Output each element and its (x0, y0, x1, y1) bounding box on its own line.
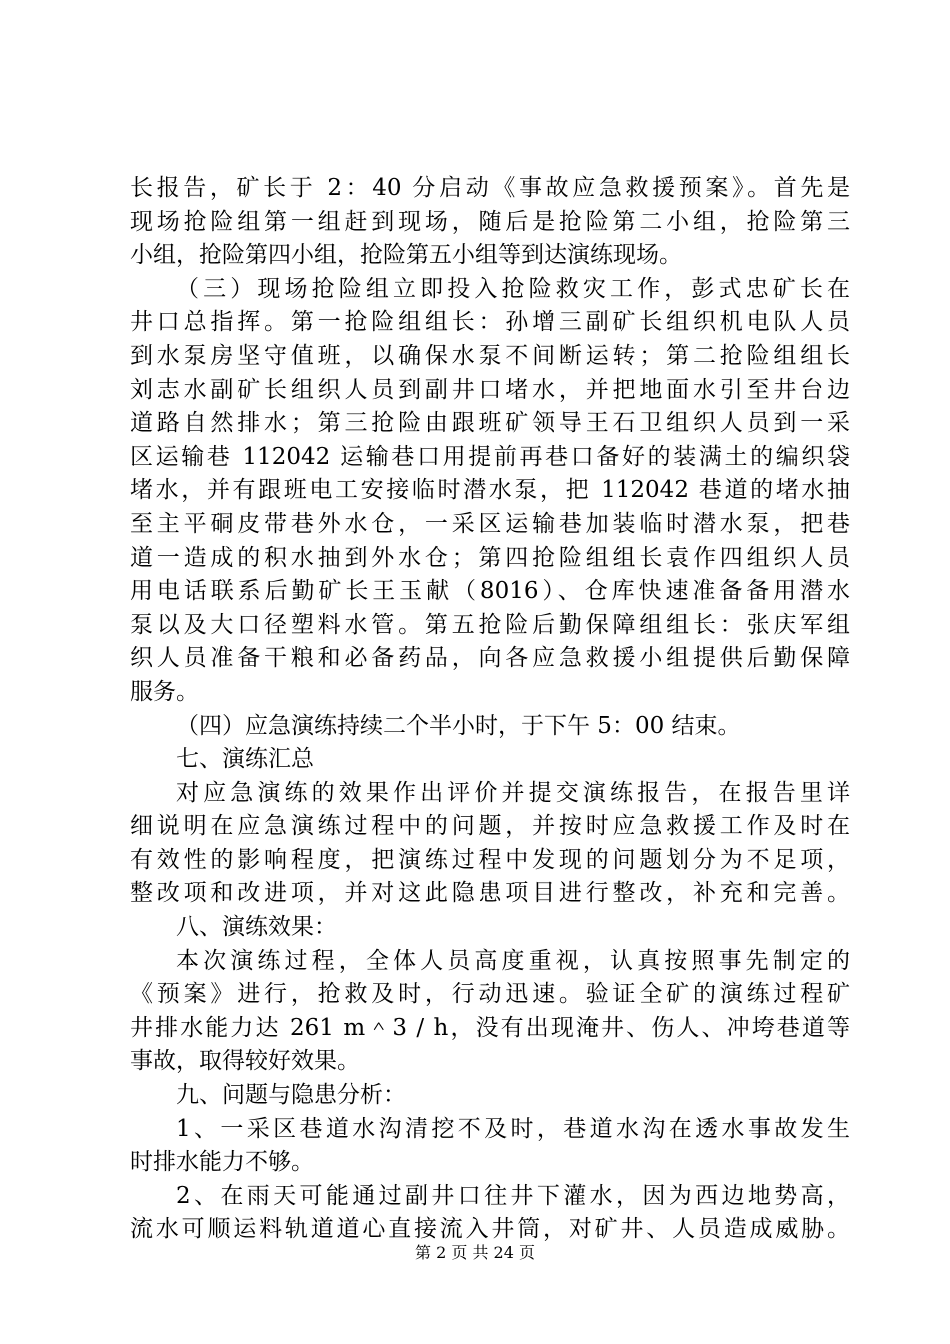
text-line: 长报告，矿长于 2：40 分启动《事故应急救援预案》。首先是 (130, 175, 850, 201)
text-line: 九、问题与隐患分析： (176, 1082, 406, 1109)
text-line: 泵以及大口径塑料水管。第五抢险后勤保障组组长：张庆军组 (130, 611, 850, 638)
text-line: 现场抢险组第一组赶到现场，随后是抢险第二小组，抢险第三 (130, 208, 850, 235)
text-line: 时排水能力不够。 (130, 1149, 314, 1176)
text-line: 道一造成的积水抽到外水仓；第四抢险组组长袁作四组织人员 (130, 544, 850, 571)
text-line: 小组，抢险第四小组，抢险第五小组等到达演练现场。 (130, 242, 682, 269)
text-line: （四）应急演练持续二个半小时，于下午 5：00 结束。 (176, 712, 741, 739)
text-line: 服务。 (130, 678, 199, 705)
text-line: 2、在雨天可能通过副井口往井下灌水，因为西边地势高， (176, 1182, 850, 1209)
text-line: 《预案》进行，抢救及时，行动迅速。验证全矿的演练过程矿 (130, 981, 850, 1008)
text-line: 1、一采区巷道水沟清挖不及时，巷道水沟在透水事故发生 (176, 1115, 850, 1142)
text-line: 井口总指挥。第一抢险组组长：孙增三副矿长组织机电队人员 (130, 309, 850, 336)
text-line: 流水可顺运料轨道道心直接流入井筒，对矿井、人员造成威胁。 (130, 1216, 850, 1243)
text-line: 至主平硐皮带巷外水仓，一采区运输巷加装临时潜水泵，把巷 (130, 510, 850, 537)
text-line: 有效性的影响程度，把演练过程中发现的问题划分为不足项， (130, 846, 850, 873)
text-line: 本次演练过程，全体人员高度重视，认真按照事先制定的 (176, 947, 850, 974)
text-line: 刘志水副矿长组织人员到副井口堵水，并把地面水引至井台边 (130, 376, 850, 403)
text-line: 八、演练效果： (176, 914, 337, 941)
text-line: 道路自然排水；第三抢险由跟班矿领导王石卫组织人员到一采 (130, 410, 850, 437)
text-line: （三）现场抢险组立即投入抢险救灾工作，彭式忠矿长在 (176, 275, 850, 302)
page-footer: 第 2 页 共 24 页 (415, 1243, 535, 1262)
text-line: 区运输巷 112042 运输巷口用提前再巷口备好的装满土的编织袋 (130, 443, 850, 470)
document-body (130, 172, 850, 1247)
text-line: 织人员准备干粮和必备药品，向各应急救援小组提供后勤保障 (130, 645, 850, 672)
text-line: 事故，取得较好效果。 (130, 1048, 360, 1075)
text-line: 七、演练汇总 (176, 746, 314, 773)
text-line: 细说明在应急演练过程中的问题，并按时应急救援工作及时在 (130, 813, 850, 840)
text-line: 对应急演练的效果作出评价并提交演练报告，在报告里详 (176, 779, 850, 806)
text-line: 堵水，并有跟班电工安接临时潜水泵，把 112042 巷道的堵水抽 (130, 477, 850, 504)
text-line: 到水泵房坚守值班，以确保水泵不间断运转；第二抢险组组长 (130, 342, 850, 369)
text-line: 用电话联系后勤矿长王玉献（8016）、仓库快速准备备用潜水 (130, 578, 850, 605)
text-line: 井排水能力达 261 m＾3 / h，没有出现淹井、伤人、冲垮巷道等 (130, 1014, 850, 1041)
text-line: 整改项和改进项，并对这此隐患项目进行整改，补充和完善。 (130, 880, 850, 907)
